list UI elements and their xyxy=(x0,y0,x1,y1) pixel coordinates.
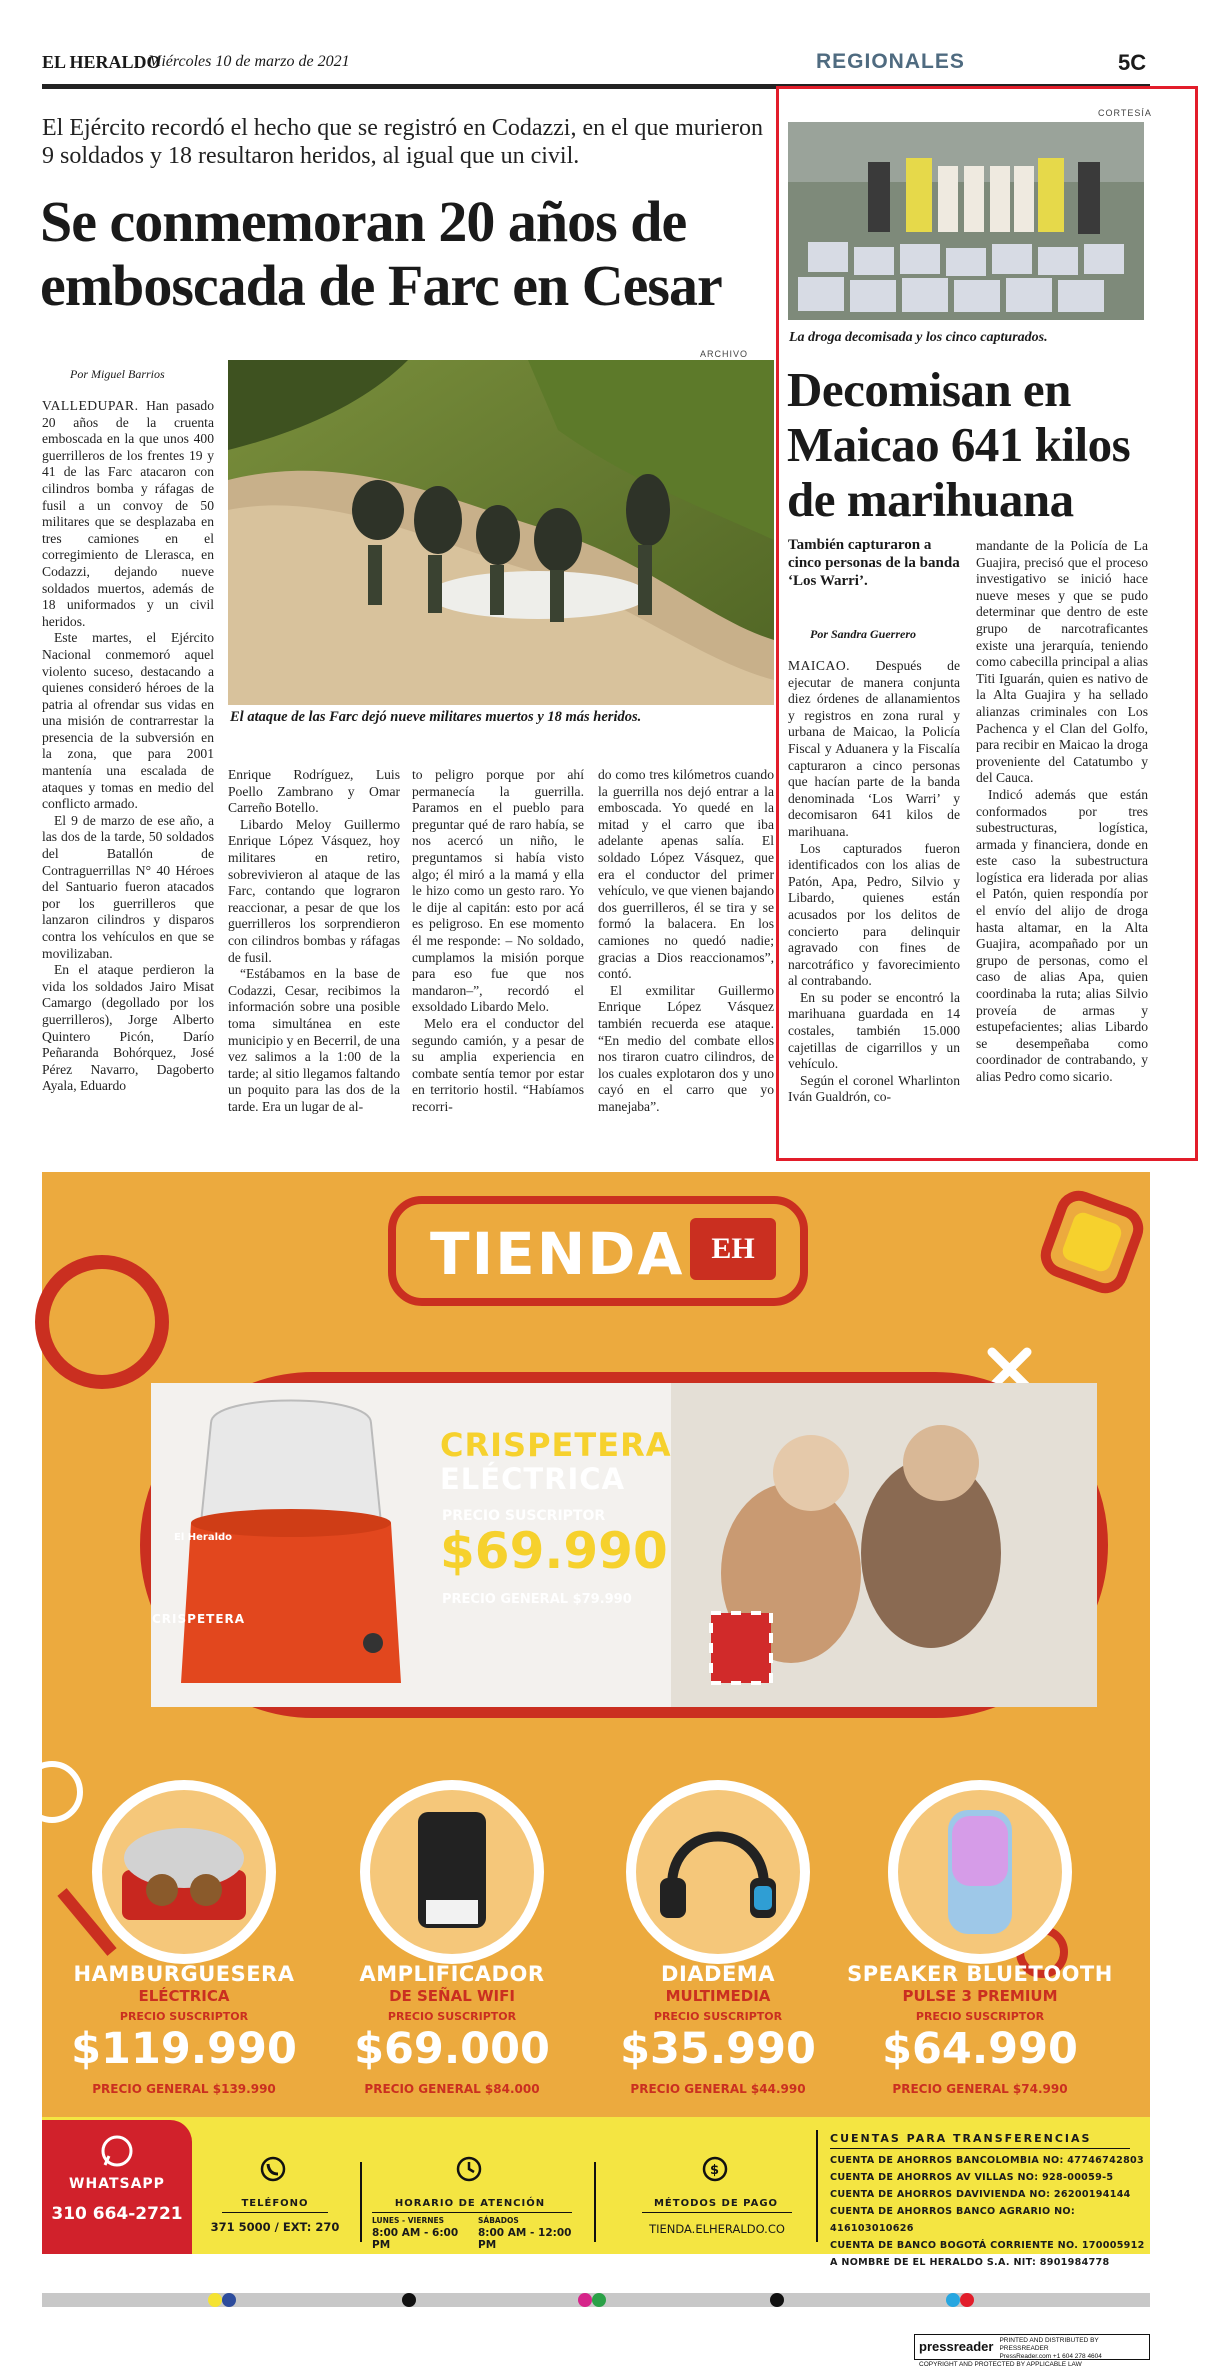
divider xyxy=(594,2162,596,2242)
registration-dot xyxy=(592,2293,606,2307)
product-name: SPEAKER BLUETOOTH xyxy=(847,1962,1113,1986)
phone-icon xyxy=(260,2156,286,2182)
pressreader-line: PRINTED AND DISTRIBUTED BY PRESSREADER xyxy=(999,2337,1099,2352)
popcorn-machine-brand: El Heraldo xyxy=(174,1532,233,1543)
side-paragraph: MAICAO. Después de ejecutar de manera conjunta diez órdenes de allanamientos y registros en zona rural y urbana de Maicao, la Policía Fiscal y Aduanera y la Fiscalía capturaron a cinco personas que hacían parte de la banda denominada ‘Los Warri’ y decomisaron 641 kilos de marihuana. xyxy=(788,658,960,839)
product-subname: ELÉCTRICA xyxy=(138,1987,230,2005)
registration-dot xyxy=(770,2293,784,2307)
main-paragraph: to peligro porque por ahí permanecía la guerrilla. Paramos en el pueblo para preguntar qué de raro había, se nos acercó un niño, le preguntamos si había visto algo; él miró a la mamá y ella le hizo como un gesto raro. Yo le dije al capitán: esto por acá es peligroso. En ese momento él me responde: – No soldado, cumplamos la misión porque para eso fue que nos mandaron–”, recordó el exsoldado Libardo Melo. xyxy=(412,767,584,1015)
main-article-photo xyxy=(228,360,774,705)
main-article-column-2 xyxy=(228,767,400,1147)
product-subscriber-price: $64.990 xyxy=(882,2024,1078,2074)
whatsapp-number[interactable]: 310 664-2721 xyxy=(51,2204,183,2224)
product-subscriber-label: PRECIO SUSCRIPTOR xyxy=(119,2010,249,2023)
product-subname: PULSE 3 PREMIUM xyxy=(902,1987,1058,2005)
svg-text:$: $ xyxy=(710,2163,720,2178)
whatsapp-label: WHATSAPP xyxy=(69,2176,165,2192)
banner-title: CRISPETERA xyxy=(440,1426,672,1464)
main-article-column-4 xyxy=(598,767,774,1147)
divider xyxy=(816,2130,818,2242)
product-subscriber-label: PRECIO SUSCRIPTOR xyxy=(915,2010,1045,2023)
product-subscriber-price: $35.990 xyxy=(620,2024,816,2074)
whatsapp-icon xyxy=(100,2134,134,2168)
product-general-price: PRECIO GENERAL $44.990 xyxy=(630,2082,806,2096)
registration-dot xyxy=(578,2293,592,2307)
divider xyxy=(222,2212,328,2213)
tienda-advertisement xyxy=(42,1172,1150,2268)
main-paragraph: En el ataque perdieron la vida los soldados Jairo Misat Camargo (degollado por los guerrilleros), Jorge Alberto Quintero Picón, Darío Peñaranda Bohórquez, José Pérez Navarro, Dagoberto Ayala, Eduardo xyxy=(42,962,214,1094)
payment-url[interactable]: TIENDA.ELHERALDO.CO xyxy=(649,2222,785,2236)
main-photo-credit: ARCHIVO xyxy=(700,349,749,359)
whatsapp-box xyxy=(42,2120,192,2254)
side-paragraph: Indicó además que están conformados por tres subestructuras, logística, armada y financiera, donde en este caso la subestructura logística era liderada por alias el Patón, quien respondía por el envío del alijo de droga hasta altamar, en la Alta Guajira, acompañado por un grupo de personas, como el caso de alias Apa, quien coordinaba la ruta; alias Silvio proveía de armas y estupefacientes; alias Libardo se desempeñaba como coordinador de contrabando, y alias Pedro como sicario. xyxy=(976,786,1148,1084)
registration-dot xyxy=(208,2293,222,2307)
banner-subtitle: ELÉCTRICA xyxy=(440,1462,626,1496)
banner-subscriber-price: $69.990 xyxy=(440,1522,668,1580)
product-subscriber-price: $69.000 xyxy=(354,2024,550,2074)
side-article-column-1 xyxy=(788,658,960,1153)
side-paragraph: mandante de la Policía de La Guajira, precisó que el proceso investigativo se inició hace nueve meses y que se pudo determinar que dentro de este grupo de narcotraficantes existe una jerarquía, teniendo como cabecilla principal a alias Titi Iguarán, quien es nativo de la Alta Guajira y ha sellado alianzas criminales con Los Pachenca y el Clan del Golfo, para recibir en Maicao la droga proveniente del Catatumbo y del Cauca. xyxy=(976,538,1148,786)
registration-dot xyxy=(402,2293,416,2307)
side-article-subhead: También capturaron a cinco personas de la banda ‘Los Warri’. xyxy=(788,537,960,589)
pressreader-logo: pressreader xyxy=(919,2339,994,2354)
product-general-price: PRECIO GENERAL $74.990 xyxy=(892,2082,1068,2096)
main-paragraph: Enrique Rodríguez, Luis Poello Zambrano y Omar Carreño Botello. xyxy=(228,767,400,816)
product-subname: MULTIMEDIA xyxy=(665,1987,771,2005)
product-general-price: PRECIO GENERAL $84.000 xyxy=(364,2082,540,2096)
main-article-byline: Por Miguel Barrios xyxy=(70,367,165,381)
account-line: CUENTA DE AHORROS AV VILLAS NO: 928-00059-5 xyxy=(830,2172,1114,2183)
hours-label: HORARIO DE ATENCIÓN xyxy=(394,2198,546,2209)
side-article-photo xyxy=(788,122,1144,320)
side-article-byline: Por Sandra Guerrero xyxy=(810,627,917,641)
side-paragraph: Según el coronel Wharlinton Iván Gualdrón, co- xyxy=(788,1072,960,1105)
phone-label: TELÉFONO xyxy=(241,2198,309,2209)
main-paragraph: do como tres kilómetros cuando la guerrilla nos dejó entrar a la emboscada. Yo quedé en la mitad y el carro que iba adelante apenas salía. El soldado López Vásquez, que era el conductor del primer vehículo, ve que vienen bajando dos guerrilleros, él se tira y se formó la balacera. En los camiones no quedó nadie; gracias a Dios reaccionamos”, contó. xyxy=(598,767,774,982)
speaker-image xyxy=(888,1780,1072,1964)
weekday-hours: 8:00 AM - 6:00 PM xyxy=(372,2227,459,2251)
issue-date: Miércoles 10 de marzo de 2021 xyxy=(148,53,350,70)
account-line: CUENTA DE AHORROS DAVIVIENDA NO: 26200194144 xyxy=(830,2189,1131,2200)
divider xyxy=(372,2212,572,2213)
amplificador-image xyxy=(360,1780,544,1964)
divider xyxy=(360,2162,362,2242)
dateline: VALLEDUPAR. xyxy=(42,398,139,413)
main-paragraph: El exmilitar Guillermo Enrique López Vásquez también recuerda ese ataque. “En medio del combate ellos nos tiraron cuatro cilindros, de los cuales explotaron dos y uno cayó en el carro que yo manejaba”. xyxy=(598,982,774,1114)
main-article-column-3 xyxy=(412,767,584,1147)
main-paragraph: Libardo Meloy Guillermo Enrique López Vásquez, hoy militares en retiro, sobrevivieron al ataque de las Farc, contando que lograron reaccionar, a pesar de que los guerrilleros los sorprendieron con cilindros bombas y ráfagas de fusil. xyxy=(228,816,400,965)
account-line: CUENTA DE AHORROS BANCO AGRARIO NO: 416103010626 xyxy=(830,2206,1076,2234)
weekday-label: LUNES - VIERNES xyxy=(372,2216,445,2225)
main-article-kicker: El Ejército recordó el hecho que se registró en Codazzi, en el que murieron 9 soldados y 18 resultaron heridos, al igual que un civil. xyxy=(42,115,764,169)
main-paragraph: El 9 de marzo de ese año, a las dos de la tarde, 50 soldados del Batallón de Contraguerrillas N° 40 Héroes del Santuario fueron atacados por los guerrilleros que lanzaron cilindros y disparos contra los vehículos en que se movilizaban. xyxy=(42,812,214,961)
pressreader-line: COPYRIGHT AND PROTECTED BY APPLICABLE LAW xyxy=(919,2361,1082,2368)
tienda-title: TIENDA xyxy=(430,1220,685,1288)
dateline: MAICAO. xyxy=(788,658,851,673)
registration-dot xyxy=(222,2293,236,2307)
product-subscriber-price: $119.990 xyxy=(71,2024,297,2074)
side-paragraph: Los capturados fueron identificados con los alias de Patón, Apa, Pedro, Silvio y Libardo, quienes están acusados por los delitos de concierto para delinquir agravado con fines de narcotráfico y favorecimiento al contrabando. xyxy=(788,840,960,989)
main-paragraph: Melo era el conductor del segundo camión, y a pesar de su amplia experiencia en combate sentía temor por estar en territorio hostil. “Habíamos recorri- xyxy=(412,1015,584,1114)
tienda-badge-text: EH xyxy=(711,1232,755,1265)
clock-icon xyxy=(456,2156,482,2182)
accounts-list xyxy=(830,2152,1148,2271)
account-line: CUENTA DE BANCO BOGOTÁ CORRIENTE NO. 170005912 xyxy=(830,2240,1145,2251)
dollar-coin-icon xyxy=(702,2156,728,2182)
side-paragraph: En su poder se encontró la marihuana guardada en 14 costales, también 15.000 cajetillas de cigarrillos y un vehículo. xyxy=(788,989,960,1072)
side-photo-caption: La droga decomisada y los cinco capturados. xyxy=(789,330,1048,345)
side-article-column-2 xyxy=(976,538,1148,1153)
side-photo-credit: CORTESÍA xyxy=(1098,108,1152,118)
registration-dot xyxy=(960,2293,974,2307)
account-line: CUENTA DE AHORROS BANCOLOMBIA NO: 47746742803 xyxy=(830,2155,1144,2166)
section-name: REGIONALES xyxy=(816,50,965,73)
shopping-bag-icon xyxy=(690,1218,776,1280)
main-paragraph: “Estábamos en la base de Codazzi, Cesar, recibimos la información sobre una posible toma simultánea en este municipio y en Becerril, de una vez salimos a la 1:00 de la tarde; al sitio llegamos faltando un poquito para las dos de la tarde. Era un lugar de al- xyxy=(228,966,400,1114)
popcorn-machine-label: CRISPETERA xyxy=(152,1612,246,1626)
main-article-column-1 xyxy=(42,398,214,1148)
product-subscriber-label: PRECIO SUSCRIPTOR xyxy=(387,2010,517,2023)
banner-general-price: PRECIO GENERAL $79.990 xyxy=(442,1592,632,1607)
product-subscriber-label: PRECIO SUSCRIPTOR xyxy=(653,2010,783,2023)
main-paragraph: VALLEDUPAR. Han pasado 20 años de la cruenta emboscada en la que unos 400 guerrilleros de los frentes 19 y 41 de las Farc atacaron con cilindros bomba y ráfagas de fusil a un convoy de 50 militares que se desplazaba en tres camiones en el corregimiento de Llerasca, en Codazzi, dejando nueve soldados muertos, además de 18 uniformados y un civil heridos. xyxy=(42,398,214,629)
saturday-hours: 8:00 AM - 12:00 PM xyxy=(478,2227,572,2251)
page-number: 5C xyxy=(1118,50,1147,75)
payment-label: MÉTODOS DE PAGO xyxy=(653,2198,779,2209)
pressreader-line: PressReader.com +1 604 278 4604 xyxy=(999,2353,1102,2360)
newspaper-name: EL HERALDO xyxy=(42,52,161,72)
saturday-label: SÁBADOS xyxy=(478,2216,519,2225)
product-name: AMPLIFICADOR xyxy=(359,1962,545,1986)
side-article-headline: Decomisan en Maicao 641 kilos de marihuana xyxy=(787,362,1131,527)
account-line: A NOMBRE DE EL HERALDO S.A. NIT: 8901984778 xyxy=(830,2257,1110,2268)
divider xyxy=(642,2212,792,2213)
divider xyxy=(830,2148,1130,2149)
accounts-title: CUENTAS PARA TRANSFERENCIAS xyxy=(830,2132,1092,2145)
main-paragraph: Este martes, el Ejército Nacional conmemoró aquel violento suceso, destacando a quienes consideró héroes de la patria al ofrendar sus vidas en una misión de contrarrestar la presencia de la subversión en la zona, que para 2001 mantenía una escalada de ataques y tomas en medio del conflicto armado. xyxy=(42,630,214,812)
diadema-image xyxy=(626,1780,810,1964)
registration-dot xyxy=(946,2293,960,2307)
phone-value[interactable]: 371 5000 / EXT: 270 xyxy=(210,2220,340,2234)
banner-subscriber-label: PRECIO SUSCRIPTOR xyxy=(442,1508,606,1524)
product-name: DIADEMA xyxy=(661,1962,775,1986)
main-photo-caption: El ataque de las Farc dejó nueve militares muertos y 18 más heridos. xyxy=(230,709,642,725)
product-subname: DE SEÑAL WIFI xyxy=(389,1987,515,2005)
hamburguesera-image xyxy=(92,1780,276,1964)
main-article-headline: Se conmemoran 20 años de emboscada de Farc en Cesar xyxy=(40,189,722,318)
product-name: HAMBURGUESERA xyxy=(73,1962,295,1986)
pressreader-badge xyxy=(914,2334,1150,2368)
product-general-price: PRECIO GENERAL $139.990 xyxy=(92,2082,276,2096)
